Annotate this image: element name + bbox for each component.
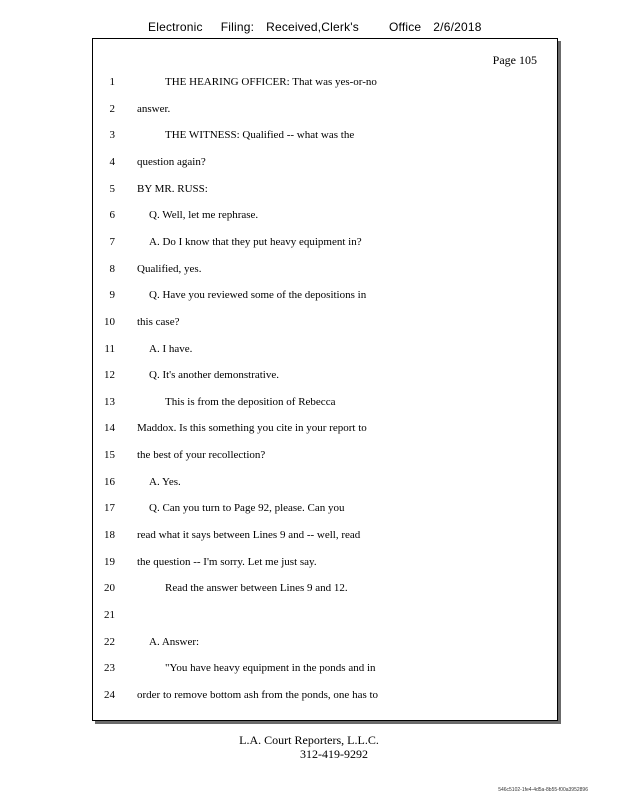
line-number: 15 xyxy=(104,449,115,462)
line-text: read what it says between Lines 9 and -- well, read xyxy=(137,529,361,542)
transcript-line xyxy=(93,606,557,624)
transcript-line xyxy=(93,366,557,384)
transcript-line xyxy=(93,206,557,224)
line-text: Read the answer between Lines 9 and 12. xyxy=(165,582,348,595)
line-number: 3 xyxy=(109,129,115,142)
line-text: BY MR. RUSS: xyxy=(137,182,208,195)
document-hash: 546c5102-1fe4-4d5a-8b55-f00a3952896 xyxy=(498,787,588,793)
transcript-line xyxy=(93,286,557,304)
transcript-line xyxy=(93,313,557,331)
line-number: 8 xyxy=(109,262,115,275)
transcript-line xyxy=(93,393,557,411)
line-text: order to remove bottom ash from the ponds, one has to xyxy=(137,688,379,701)
filing-label: Filing: xyxy=(220,20,255,34)
line-text: answer. xyxy=(137,102,171,115)
line-number: 4 xyxy=(109,155,115,168)
line-text: the question -- I'm sorry. Let me just say. xyxy=(137,555,317,568)
line-text: question again? xyxy=(137,155,206,168)
line-number: 6 xyxy=(109,209,115,222)
transcript-page xyxy=(92,38,558,721)
transcript-line xyxy=(93,526,557,544)
transcript-line xyxy=(93,473,557,491)
transcript-line xyxy=(93,633,557,651)
transcript-line xyxy=(93,153,557,171)
line-number: 12 xyxy=(104,369,115,382)
line-number: 11 xyxy=(104,342,115,355)
transcript-line xyxy=(93,260,557,278)
transcript-line xyxy=(93,73,557,91)
filing-header xyxy=(148,20,482,34)
transcript-line xyxy=(93,340,557,358)
line-number: 22 xyxy=(104,635,115,648)
line-text: Q. Well, let me rephrase. xyxy=(149,209,259,222)
transcript-line xyxy=(93,446,557,464)
transcript-line xyxy=(93,126,557,144)
transcript-line xyxy=(93,100,557,118)
line-number: 10 xyxy=(104,315,115,328)
line-text: this case? xyxy=(137,315,180,328)
filing-electronic: Electronic xyxy=(148,20,203,34)
line-text: A. Yes. xyxy=(149,475,181,488)
transcript-line xyxy=(93,499,557,517)
line-text: Q. Can you turn to Page 92, please. Can you xyxy=(149,502,345,515)
filing-received: Received,Clerk's xyxy=(266,20,359,34)
line-number: 21 xyxy=(104,609,115,621)
line-number: 19 xyxy=(104,555,115,568)
line-text: the best of your recollection? xyxy=(137,449,266,462)
footer-phone: 312-419-9292 xyxy=(300,747,368,761)
line-text: THE HEARING OFFICER: That was yes-or-no xyxy=(165,76,377,88)
line-number: 5 xyxy=(109,182,115,195)
line-number: 1 xyxy=(109,76,115,88)
line-text: This is from the deposition of Rebecca xyxy=(165,395,336,408)
line-text: "You have heavy equipment in the ponds and in xyxy=(165,662,376,675)
transcript-line xyxy=(93,419,557,437)
footer-company: L.A. Court Reporters, L.L.C. xyxy=(239,733,379,747)
line-number: 20 xyxy=(104,582,115,595)
line-text: A. I have. xyxy=(149,342,193,355)
line-number: 24 xyxy=(104,688,115,701)
line-number: 14 xyxy=(104,422,115,435)
line-number: 13 xyxy=(104,395,115,408)
transcript-line xyxy=(93,659,557,677)
line-text: Maddox. Is this something you cite in your report to xyxy=(137,422,367,435)
footer xyxy=(0,733,618,761)
line-text: Q. It's another demonstrative. xyxy=(149,369,279,382)
transcript-line xyxy=(93,233,557,251)
line-number: 17 xyxy=(104,502,115,515)
line-text: A. Do I know that they put heavy equipment in? xyxy=(149,235,362,248)
filing-office: Office xyxy=(388,20,422,34)
line-text: A. Answer: xyxy=(149,635,200,648)
line-text: Q. Have you reviewed some of the depositions in xyxy=(149,289,367,302)
filing-date: 2/6/2018 xyxy=(433,20,482,34)
transcript-line xyxy=(93,686,557,704)
transcript-line xyxy=(93,553,557,571)
line-number: 2 xyxy=(109,102,115,115)
line-number: 9 xyxy=(109,289,115,302)
page-number: Page 105 xyxy=(492,53,537,67)
line-text: Qualified, yes. xyxy=(137,262,202,275)
line-number: 16 xyxy=(104,475,115,488)
line-number: 18 xyxy=(104,529,115,542)
line-text: THE WITNESS: Qualified -- what was the xyxy=(165,129,355,142)
line-number: 23 xyxy=(104,662,115,675)
transcript-line xyxy=(93,579,557,597)
transcript-line xyxy=(93,180,557,198)
line-number: 7 xyxy=(109,235,115,248)
